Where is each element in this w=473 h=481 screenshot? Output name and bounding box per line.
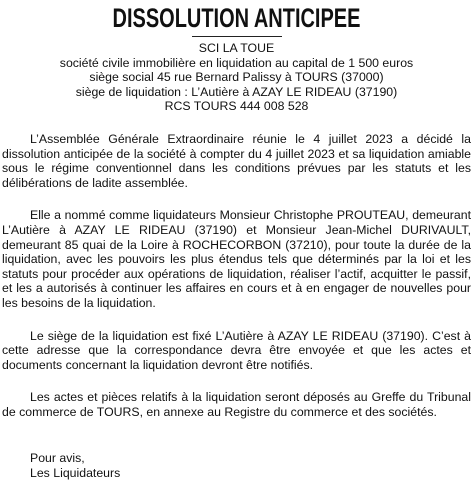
paragraph-filing bbox=[2, 390, 471, 419]
paragraph-text: Les actes et pièces relatifs à la liquidation seront déposés au Greffe du Tribunal de commerce de TOURS, en annexe au Registre du commerce et des sociétés. bbox=[2, 390, 471, 419]
paragraph-liquidation-seat bbox=[2, 329, 471, 373]
company-liquidation-office: siège de liquidation : L’Autière à AZAY LE RIDEAU (37190) bbox=[75, 84, 398, 99]
company-rcs: RCS TOURS 444 008 528 bbox=[164, 99, 309, 114]
paragraph-dissolution bbox=[2, 132, 471, 190]
paragraph-text: Elle a nommé comme liquidateurs Monsieur Christophe PROUTEAU, demeurant L’Autière à AZAY LE RIDEAU (37190) et Monsieur Jean-Michel DURIVAULT, demeurant 85 quai de la Loire à ROCHECORBON (37210), pour toute la durée de la liquidation, avec les pouvoirs les plus étendus tels que déterminés par la loi et les statuts pour procéder aux opérations de liquidation, réaliser l’actif, acquitter le passif, et les a autorisés à continuer les affaires en cours et à en engager de nouvelles pour les besoins de la liquidation. bbox=[2, 208, 471, 310]
signatory: Les Liquidateurs bbox=[30, 466, 121, 481]
company-type-capital: société civile immobilière en liquidation au capital de 1 500 euros bbox=[59, 55, 414, 70]
company-registered-office: siège social 45 rue Bernard Palissy à TOURS (37000) bbox=[89, 70, 384, 85]
closing-line: Pour avis, bbox=[30, 451, 85, 466]
paragraph-text: Le siège de la liquidation est fixé L’Autière à AZAY LE RIDEAU (37190). C’est à cette adresse que la correspondance devra être envoyée et que les actes et documents concernant la liquidation devront être notifiés. bbox=[2, 328, 471, 372]
company-header bbox=[2, 41, 471, 114]
paragraph-liquidators bbox=[2, 208, 471, 310]
notice-title: DISSOLUTION ANTICIPEE bbox=[112, 3, 361, 33]
company-name: SCI LA TOUE bbox=[198, 41, 275, 55]
paragraph-text: L’Assemblée Générale Extraordinaire réunie le 4 juillet 2023 a décidé la dissolution anticipée de la société à compter du 4 juillet 2023 et sa liquidation amiable sous le régime conventionnel dans les conditions prévues par les statuts et les délibérations de ladite assemblée. bbox=[2, 131, 471, 190]
title-divider bbox=[192, 36, 282, 37]
signature-block bbox=[2, 451, 471, 480]
